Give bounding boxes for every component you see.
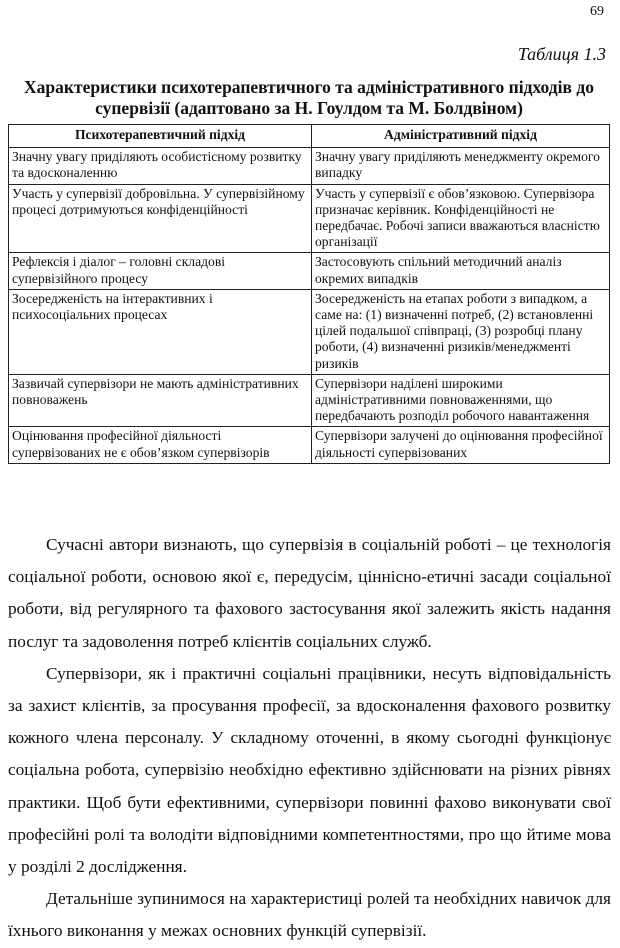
header-administrative: Адміністративний підхід: [312, 125, 610, 148]
table-cell: Супервізори залучені до оцінювання професійної діяльності супервізованих: [312, 427, 610, 463]
table-row: [9, 184, 610, 253]
paragraph: Детальніше зупинимося на характеристиці ролей та необхідних навичок для їхнього виконання у межах основних функцій супервізії.: [8, 889, 611, 941]
table-cell: Рефлексія і діалог – головні складові супервізійного процесу: [9, 253, 312, 289]
table-cell: Застосовують спільний методичний аналіз окремих випадків: [312, 253, 610, 289]
table-cell: Супервізори наділені широкими адміністративними повноваженнями, що передбачають розподіл робочого навантаження: [312, 374, 610, 427]
table-title: Характеристики психотерапевтичного та адміністративного підходів до супервізії (адаптовано за Н. Гоулдом та М. Болдвіном): [24, 77, 594, 118]
table-row: [9, 427, 610, 463]
table-row: [9, 148, 610, 184]
table-row: [9, 374, 610, 427]
table-cell: Зосередженість на етапах роботи з випадком, а саме на: (1) визначенні потреб, (2) встановленні цілей подальшої співпраці, (3) розробці плану роботи, (4) визначенні ризиків/менеджменті ризиків: [312, 289, 610, 374]
paragraph: Сучасні автори визнають, що супервізія в соціальній роботі – це технологія соціальної роботи, основою якої є, передусім, ціннісно-етичні засади соціальної роботи, від регулярного та фахового застосування якої залежить якість надання послуг та задоволення потреб клієнтів соціальних служб.: [8, 535, 611, 651]
table-cell: Значну увагу приділяють особистісному розвитку та вдосконаленню: [9, 148, 312, 184]
table-cell: Значну увагу приділяють менеджменту окремого випадку: [312, 148, 610, 184]
table-cell: Участь у супервізії добровільна. У супервізійному процесі дотримуються конфіденційності: [9, 184, 312, 253]
page-number: 69: [590, 4, 604, 19]
header-psychotherapeutic: Психотерапевтичний підхід: [9, 125, 312, 148]
table-row: [9, 253, 610, 289]
table-cell: Зосередженість на інтерактивних і психосоціальних процесах: [9, 289, 312, 374]
table-header-row: [9, 125, 610, 148]
body-text: [8, 529, 611, 948]
table-cell: Оцінювання професійної діяльності супервізованих не є обов’язком супервізорів: [9, 427, 312, 463]
comparison-table: [8, 124, 610, 464]
paragraph: Супервізори, як і практичні соціальні працівники, несуть відповідальність за захист клієнтів, за просування професії, за вдосконалення фахового розвитку кожного члена персоналу. У складному оточенні, в якому сьогодні функціонує соціальна робота, супервізію необхідно ефективно здійснювати на різних рівнях практики. Щоб бути ефективними, супервізори повинні фахово виконувати свої професійні ролі та володіти відповідними компетентностями, про що йтиме мова у розділі 2 дослідження.: [8, 663, 611, 877]
table-row: [9, 289, 610, 374]
table-cell: Зазвичай супервізори не мають адміністративних повноважень: [9, 374, 312, 427]
table-label: Таблиця 1.3: [517, 44, 606, 64]
table-cell: Участь у супервізії є обов’язковою. Супервізора призначає керівник. Конфіденційності не передбачає. Робочі записи вважаються власністю організації: [312, 184, 610, 253]
